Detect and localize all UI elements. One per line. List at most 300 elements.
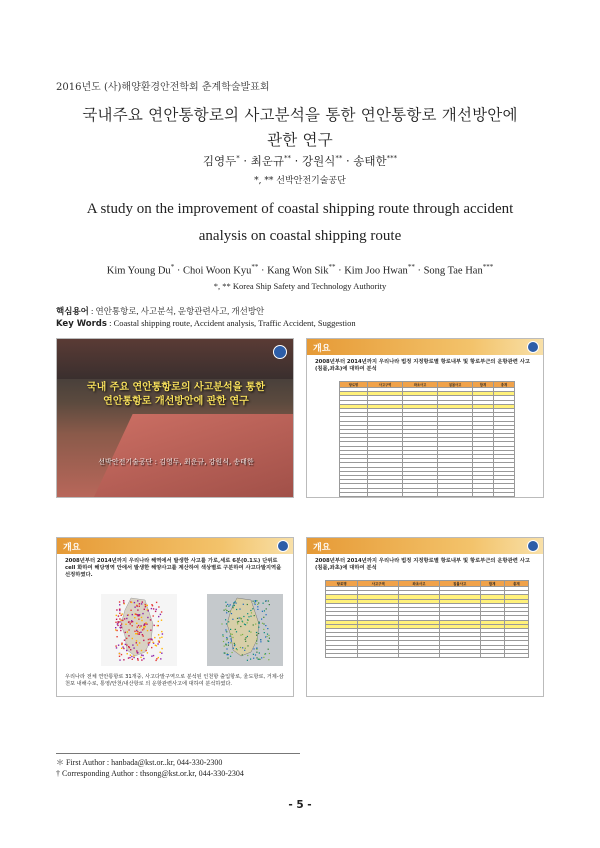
map-cell-mark (230, 642, 231, 643)
map-cell-mark (137, 659, 138, 660)
logo-icon (277, 540, 289, 552)
map-cell-mark (130, 623, 131, 624)
map-cell-mark (226, 623, 227, 624)
keywords-english: Key Words : Coastal shipping route, Accident analysis, Traffic Accident, Suggestion (56, 318, 356, 329)
table-header: 침몰사고 (438, 382, 473, 388)
slide-overview-table-1 (306, 338, 544, 498)
map-cell-mark (119, 659, 120, 660)
ship-deck-photo (81, 414, 294, 498)
map-cell-mark (146, 650, 147, 651)
map-cell-mark (130, 655, 131, 656)
map-cell-mark (242, 654, 243, 655)
map-cell-mark (265, 636, 266, 637)
map-cell-mark (136, 605, 137, 606)
map-cell-mark (152, 642, 153, 643)
author-ko-name: 최운규 (250, 154, 285, 168)
map-cell-mark (155, 611, 156, 612)
map-cell-mark (267, 628, 268, 629)
map-cell-mark (224, 646, 225, 647)
map-cell-mark (134, 602, 135, 603)
map-cell-mark (148, 642, 149, 643)
map-cell-mark (226, 637, 227, 638)
map-cell-mark (253, 624, 254, 625)
map-cell-mark (148, 644, 149, 645)
keywords-english-text: Coastal shipping route, Accident analysis, Traffic Accident, Suggestion (113, 318, 356, 328)
map-cell-mark (145, 604, 146, 605)
table-header: 사고구역 (367, 382, 402, 388)
map-cell-mark (133, 647, 134, 648)
keywords-korean: 핵심용어 : 연안통항로, 사고분석, 운항관련사고, 개선방안 (56, 306, 265, 317)
map-cell-mark (128, 635, 129, 636)
map-cell-mark (129, 657, 130, 658)
map-cell-mark (127, 615, 128, 616)
map-cell-mark (147, 652, 148, 653)
korean-title-line1: 국내주요 연안통항로의 사고분석을 통한 연안통항로 개선방안에 (82, 106, 518, 124)
map-cell-mark (153, 655, 154, 656)
map-cell-mark (230, 633, 231, 634)
map-cell-mark (245, 641, 246, 642)
table-cell (504, 654, 528, 658)
map-cell-mark (228, 645, 229, 646)
map-cell-mark (161, 653, 162, 654)
table-cell (340, 492, 368, 496)
author-ko-name: 송태한 (353, 154, 387, 168)
map-cell-mark (122, 620, 123, 621)
map-cell-mark (266, 600, 267, 601)
map-cell-mark (124, 640, 125, 641)
map-cell-mark (151, 638, 152, 639)
map-cell-mark (254, 602, 255, 603)
map-cell-mark (250, 610, 251, 611)
table-cell (403, 492, 438, 496)
map-cell-mark (269, 653, 270, 654)
map-cell-mark (141, 650, 142, 651)
map-cell-mark (264, 632, 265, 633)
map-cell-mark (245, 639, 246, 640)
map-cell-mark (156, 609, 157, 610)
map-cell-mark (266, 614, 267, 615)
map-cell-mark (225, 602, 226, 603)
slide-overview-maps (56, 537, 294, 697)
map-cell-mark (228, 611, 229, 612)
author-ko-name: 김영두 (202, 154, 237, 168)
map-cell-mark (158, 616, 159, 617)
map-cell-mark (263, 603, 264, 604)
map-cell-mark (261, 657, 262, 658)
map-cell-mark (225, 619, 226, 620)
slide-header (307, 339, 543, 355)
map-cell-mark (161, 611, 162, 612)
map-cell-mark (247, 655, 248, 656)
map-cell-mark (136, 642, 137, 643)
map-cell-mark (116, 615, 117, 616)
map-cell-mark (227, 604, 228, 605)
map-cell-mark (237, 623, 238, 624)
map-cell-mark (249, 631, 250, 632)
keywords-korean-text: 연안통항로, 사고분석, 운항관련사고, 개선방안 (95, 306, 265, 316)
map-cell-mark (256, 657, 257, 658)
table-header: 좌초사고 (399, 581, 440, 587)
map-cell-mark (117, 623, 118, 624)
map-cell-mark (121, 648, 122, 649)
map-cell-mark (233, 648, 234, 649)
map-cell-mark (156, 658, 157, 659)
slide4-text: 2008년부터 2014년까지 우리나라 법정 지정항로별 항로내부 및 항로부근의 운항관련 사고(침몰,좌초)에 대하여 분석 (315, 558, 530, 571)
map-cell-mark (247, 613, 248, 614)
author-ko-name: 강원식 (301, 154, 336, 168)
map-cell-mark (262, 623, 263, 624)
map-cell-mark (250, 632, 251, 633)
map-cell-mark (137, 658, 138, 659)
map-cell-mark (245, 624, 246, 625)
map-cell-mark (121, 643, 122, 644)
map-cell-mark (232, 607, 233, 608)
map-cell-mark (264, 654, 265, 655)
table-header: 침몰사고 (439, 581, 480, 587)
map-cell-mark (141, 603, 142, 604)
map-cell-mark (156, 645, 157, 646)
table-cell (399, 654, 440, 658)
map-cell-mark (138, 625, 139, 626)
map-cell-mark (257, 606, 258, 607)
map-cell-mark (123, 659, 124, 660)
map-cell-mark (255, 654, 256, 655)
author-en-name: Kim Young Du (106, 265, 171, 277)
map-cell-mark (119, 656, 120, 657)
table-header: 사고구역 (358, 581, 399, 587)
accident-table (339, 381, 515, 497)
map-cell-mark (250, 616, 251, 617)
map-cell-mark (146, 624, 147, 625)
map-cell-mark (226, 648, 227, 649)
table-header: 합계 (480, 581, 504, 587)
table-header: 합계 (473, 382, 494, 388)
map-cell-mark (258, 659, 259, 660)
map-cell-mark (130, 649, 131, 650)
author-ko-mark: ** (284, 154, 292, 163)
map-cell-mark (231, 640, 232, 641)
map-cell-mark (154, 625, 155, 626)
map-cell-mark (142, 601, 143, 602)
table-header: 항로명 (340, 382, 368, 388)
map-cell-mark (153, 608, 154, 609)
map-cell-mark (124, 618, 125, 619)
map-cell-mark (142, 634, 143, 635)
map-cell-mark (151, 656, 152, 657)
map-cell-mark (131, 602, 132, 603)
map-cell-mark (242, 634, 243, 635)
map-cell-mark (228, 642, 229, 643)
map-cell-mark (248, 616, 249, 617)
table-header: 총계 (493, 382, 514, 388)
korean-authors: 김영두* · 최운규** · 강원식** · 송태한*** (202, 154, 398, 168)
map-cell-mark (226, 631, 227, 632)
map-cell-mark (128, 621, 129, 622)
map-cell-mark (151, 647, 152, 648)
ship-photo-background (57, 339, 294, 379)
table-header: 총계 (504, 581, 528, 587)
map-cell-mark (127, 653, 128, 654)
map-cell-mark (252, 608, 253, 609)
map-cell-mark (265, 625, 266, 626)
map-cell-mark (148, 610, 149, 611)
map-cell-mark (225, 644, 226, 645)
map-cell-mark (118, 615, 119, 616)
map-cell-mark (225, 609, 226, 610)
map-cell-mark (152, 605, 153, 606)
map-cell-mark (239, 617, 240, 618)
map-cell-mark (247, 636, 248, 637)
page-number: - 5 - (288, 799, 312, 811)
map-cell-mark (247, 619, 248, 620)
map-cell-mark (120, 630, 121, 631)
map-cell-mark (145, 626, 146, 627)
english-title (50, 196, 550, 250)
map-cell-mark (226, 610, 227, 611)
map-cell-mark (121, 654, 122, 655)
map-cell-mark (120, 625, 121, 626)
korean-title (60, 103, 540, 153)
logo-icon (527, 341, 539, 353)
map-cell-mark (257, 604, 258, 605)
map-cell-mark (236, 609, 237, 610)
map-cell-mark (262, 611, 263, 612)
map-cell-mark (245, 648, 246, 649)
slide1-title (67, 381, 285, 409)
map-cell-mark (137, 652, 138, 653)
slide1-authors: 선박안전기술공단 : 김영두, 최운규, 강원식, 송태한 (98, 458, 254, 466)
map-cell-mark (145, 622, 146, 623)
table-cell (326, 654, 358, 658)
table-header: 좌초사고 (403, 382, 438, 388)
map-cell-mark (140, 632, 141, 633)
map-cell-mark (247, 660, 248, 661)
map-cell-mark (161, 620, 162, 621)
map-cell-mark (136, 633, 137, 634)
map-cell-mark (267, 634, 268, 635)
map-cell-mark (139, 634, 140, 635)
logo-icon (527, 540, 539, 552)
map-cell-mark (268, 649, 269, 650)
map-cell-mark (116, 647, 117, 648)
map-cell-mark (228, 606, 229, 607)
map-cell-mark (240, 635, 241, 636)
footnote-divider (56, 753, 300, 754)
map-cell-mark (150, 630, 151, 631)
map-cell-mark (119, 604, 120, 605)
slide-title (56, 338, 294, 498)
map-cell-mark (230, 636, 231, 637)
author-en-name: Choi Woon Kyu (182, 265, 252, 277)
map-cell-mark (136, 640, 137, 641)
author-en-mark: ** (407, 263, 415, 271)
map-cell-mark (160, 614, 161, 615)
map-cell-mark (137, 626, 138, 627)
table-cell (438, 492, 473, 496)
map-cell-mark (143, 635, 144, 636)
map-cell-mark (228, 621, 229, 622)
map-cell-mark (255, 604, 256, 605)
table-cell (480, 654, 504, 658)
map-cell-mark (120, 620, 121, 621)
map-cell-mark (253, 601, 254, 602)
map-cell-mark (237, 621, 238, 622)
map-cell-mark (161, 631, 162, 632)
map-cell-mark (236, 631, 237, 632)
map-cell-mark (140, 625, 141, 626)
map-cell-mark (266, 608, 267, 609)
map-cell-mark (232, 634, 233, 635)
map-cell-mark (144, 609, 145, 610)
map-cell-mark (142, 655, 143, 656)
map-cell-mark (132, 644, 133, 645)
map-cell-mark (139, 603, 140, 604)
map-cell-mark (223, 641, 224, 642)
map-cell-mark (158, 640, 159, 641)
map-cell-mark (141, 617, 142, 618)
korean-affiliation: *, ** 선박안전기술공단 (254, 176, 346, 186)
map-cell-mark (226, 612, 227, 613)
map-cell-mark (245, 637, 246, 638)
map-cell-mark (268, 641, 269, 642)
map-cell-mark (240, 626, 241, 627)
map-cell-mark (243, 616, 244, 617)
map-cell-mark (148, 639, 149, 640)
author-en-mark: ** (328, 263, 336, 271)
map-cell-mark (159, 642, 160, 643)
map-cell-mark (251, 612, 252, 613)
map-cell-mark (128, 657, 129, 658)
map-cell-mark (235, 601, 236, 602)
map-cell-mark (132, 659, 133, 660)
map-cell-mark (234, 645, 235, 646)
map-cell-mark (123, 600, 124, 601)
map-cell-mark (161, 637, 162, 638)
map-cell-mark (143, 640, 144, 641)
map-cell-mark (126, 618, 127, 619)
keywords-english-label: Key Words (56, 319, 107, 329)
map-cell-mark (227, 658, 228, 659)
map-cell-mark (226, 639, 227, 640)
map-cell-mark (119, 618, 120, 619)
map-cell-mark (257, 609, 258, 610)
map-cell-mark (139, 642, 140, 643)
map-cell-mark (258, 633, 259, 634)
map-cell-mark (117, 621, 118, 622)
map-cell-mark (226, 605, 227, 606)
map-cell-mark (137, 615, 138, 616)
map-cell-mark (256, 648, 257, 649)
map-cell-mark (132, 614, 133, 615)
map-cell-mark (263, 623, 264, 624)
map-cell-mark (130, 610, 131, 611)
map-cell-mark (142, 613, 143, 614)
map-cell-mark (133, 655, 134, 656)
map-cell-mark (239, 609, 240, 610)
map-cell-mark (256, 635, 257, 636)
map-cell-mark (121, 615, 122, 616)
map-cell-mark (259, 622, 260, 623)
map-cell-mark (145, 606, 146, 607)
map-cell-mark (264, 610, 265, 611)
slide1-title-line2: 연안통항로 개선방안에 관한 연구 (103, 396, 249, 407)
map-cell-mark (263, 617, 264, 618)
map-cell-mark (232, 619, 233, 620)
map-cell-mark (135, 614, 136, 615)
map-cell-mark (157, 625, 158, 626)
map-cell-mark (118, 645, 119, 646)
map-cell-mark (125, 632, 126, 633)
english-affiliation: *, ** Korea Ship Safety and Technology Authority (213, 281, 387, 291)
map-cell-mark (159, 637, 160, 638)
map-cell-mark (234, 643, 235, 644)
map-cell-mark (116, 609, 117, 610)
map-cell-mark (140, 657, 141, 658)
map-cell-mark (257, 638, 258, 639)
map-cell-mark (137, 609, 138, 610)
map-cell-mark (255, 600, 256, 601)
map-cell-mark (131, 656, 132, 657)
map-cell-mark (232, 652, 233, 653)
map-cell-mark (117, 625, 118, 626)
table-cell (367, 492, 402, 496)
map-cell-mark (224, 653, 225, 654)
map-cell-mark (115, 645, 116, 646)
english-title-line2: analysis on coastal shipping route (198, 228, 402, 244)
map-cell-mark (244, 650, 245, 651)
english-title-line1: A study on the improvement of coastal shipping route through accident (86, 201, 514, 217)
map-cell-mark (237, 618, 238, 619)
map-cell-mark (158, 657, 159, 658)
map-cell-mark (116, 636, 117, 637)
map-cell-mark (230, 611, 231, 612)
author-en-mark: *** (482, 263, 494, 271)
map-cell-mark (235, 629, 236, 630)
map-cell-mark (258, 602, 259, 603)
map-cell-mark (158, 606, 159, 607)
slide-header-label: 개요 (313, 344, 331, 354)
slide3-text: 2008년부터 2014년까지 우리나라 해역에서 발생한 사고를 가로,세로 6분(0.1도) 단위로 cell 화하여 해당영역 안에서 발생한 해양사고를 계산하여 색상별로 구분하여 사고다발지역을 선정하였다. (65, 558, 282, 578)
map-cell-mark (259, 659, 260, 660)
map-cell-mark (143, 627, 144, 628)
map-cell-mark (119, 627, 120, 628)
slide2-text: 2008년부터 2014년까지 우리나라 법정 지정항로별 항로내부 및 항로부근의 운항관련 사고(침몰,좌초)에 대하여 분석 (315, 359, 530, 372)
map-cell-mark (253, 648, 254, 649)
map-cell-mark (238, 621, 239, 622)
map-cell-mark (268, 600, 269, 601)
map-cell-mark (143, 658, 144, 659)
author-ko-mark: * (236, 154, 240, 163)
map-cell-mark (138, 619, 139, 620)
map-cell-mark (256, 632, 257, 633)
author-en-name: Kang Won Sik (267, 265, 329, 277)
map-cell-mark (136, 623, 137, 624)
map-cell-mark (268, 659, 269, 660)
map-cell-mark (141, 620, 142, 621)
map-cell-mark (131, 620, 132, 621)
map-cell-mark (258, 627, 259, 628)
map-cell-mark (119, 610, 120, 611)
map-cell-mark (115, 629, 116, 630)
map-cell-mark (267, 636, 268, 637)
map-cell-mark (119, 621, 120, 622)
slide-header-label: 개요 (63, 543, 81, 553)
map-cell-mark (256, 649, 257, 650)
map-cell-mark (128, 629, 129, 630)
map-cell-mark (155, 660, 156, 661)
map-cell-mark (147, 630, 148, 631)
map-cell-mark (253, 658, 254, 659)
